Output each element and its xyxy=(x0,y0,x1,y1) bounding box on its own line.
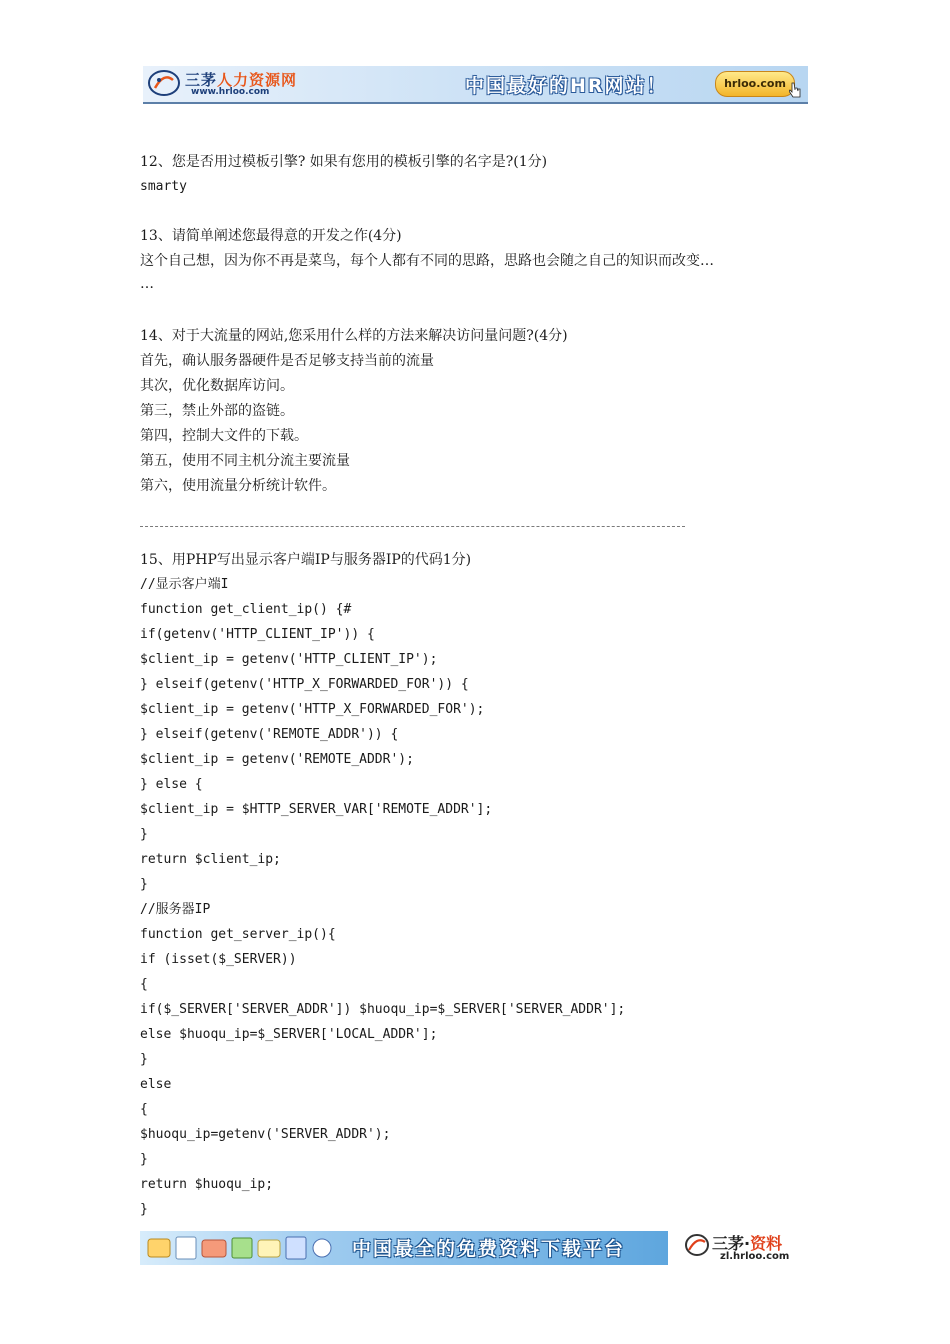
q14-answer-3: 第三，禁止外部的盗链。 xyxy=(140,403,294,419)
q13-answer-line1: 这个自己想，因为你不再是菜鸟，每个人都有不同的思路，思路也会随之自己的知识而改变… xyxy=(140,253,714,269)
code-line: $client_ip = getenv('REMOTE_ADDR'); xyxy=(140,752,414,767)
q12-answer: smarty xyxy=(140,179,187,194)
brand-url: zl.hrloo.com xyxy=(720,1251,790,1262)
code-line: } xyxy=(140,1202,148,1217)
q13-question: 13、请简单阐述您最得意的开发之作(4分) xyxy=(140,228,402,244)
q13-answer-line2: … xyxy=(140,276,154,292)
document-icons-strip-icon xyxy=(146,1235,336,1261)
code-line: } xyxy=(140,877,148,892)
code-line: } xyxy=(140,1052,148,1067)
code-line: } xyxy=(140,1152,148,1167)
code-line: if (isset($_SERVER)) xyxy=(140,952,297,967)
q14-answer-1: 首先，确认服务器硬件是否足够支持当前的流量 xyxy=(140,353,434,369)
q14-answer-4: 第四，控制大文件的下载。 xyxy=(140,428,308,444)
code-line: function get_client_ip() {# xyxy=(140,602,352,617)
code-line: $client_ip = getenv('HTTP_CLIENT_IP'); xyxy=(140,652,438,667)
code-line: //显示客户端I xyxy=(140,577,229,592)
code-line: if($_SERVER['SERVER_ADDR']) $huoqu_ip=$_SERVER['SERVER_ADDR']; xyxy=(140,1002,626,1017)
q14-question: 14、对于大流量的网站,您采用什么样的方法来解决访问量问题?(4分) xyxy=(140,328,568,344)
code-line: $client_ip = $HTTP_SERVER_VAR['REMOTE_ADDR']; xyxy=(140,802,493,817)
code-line: { xyxy=(140,1102,148,1117)
section-divider xyxy=(140,526,685,527)
footer-tagline: 中国最全的免费资料下载平台 xyxy=(352,1238,626,1260)
code-line: } else { xyxy=(140,777,203,792)
code-line: } xyxy=(140,827,148,842)
site-url: www.hrloo.com xyxy=(191,87,270,97)
brand-name-part1: 三茅· xyxy=(712,1234,751,1253)
brand-name-part2: 资料 xyxy=(750,1234,783,1253)
header-banner[interactable] xyxy=(143,66,808,104)
site-name-part1: 三茅 xyxy=(185,71,218,89)
code-line: return $client_ip; xyxy=(140,852,281,867)
banner-slogan: 中国最好的HR网站！ xyxy=(465,75,668,97)
code-line: //服务器IP xyxy=(140,902,211,917)
site-name-part2: 人力资源网 xyxy=(217,71,298,89)
code-line: } elseif(getenv('HTTP_X_FORWARDED_FOR')) { xyxy=(140,677,469,692)
code-line: $huoqu_ip=getenv('SERVER_ADDR'); xyxy=(140,1127,391,1142)
q12-question: 12、您是否用过模板引擎? 如果有您用的模板引擎的名字是?(1分) xyxy=(140,154,548,170)
footer-banner[interactable] xyxy=(140,1231,668,1265)
q14-answer-6: 第六，使用流量分析统计软件。 xyxy=(140,478,336,494)
code-line: function get_server_ip(){ xyxy=(140,927,336,942)
code-line: return $huoqu_ip; xyxy=(140,1177,274,1192)
zl-hrloo-brand[interactable] xyxy=(684,1229,804,1267)
q14-answer-5: 第五，使用不同主机分流主要流量 xyxy=(140,453,350,469)
code-line: if(getenv('HTTP_CLIENT_IP')) { xyxy=(140,627,375,642)
q15-question: 15、用PHP写出显示客户端IP与服务器IP的代码1分) xyxy=(140,552,472,568)
hrloo-logo-icon xyxy=(147,68,181,98)
code-line: else $huoqu_ip=$_SERVER['LOCAL_ADDR']; xyxy=(140,1027,438,1042)
hand-cursor-icon xyxy=(789,82,801,98)
hrloo-logo-icon xyxy=(684,1231,710,1259)
code-line: } elseif(getenv('REMOTE_ADDR')) { xyxy=(140,727,399,742)
hrloo-link-button[interactable]: hrloo.com xyxy=(715,71,795,97)
code-line: else xyxy=(140,1077,172,1092)
q14-answer-2: 其次，优化数据库访问。 xyxy=(140,378,294,394)
code-line: { xyxy=(140,977,148,992)
code-line: $client_ip = getenv('HTTP_X_FORWARDED_FOR'); xyxy=(140,702,485,717)
